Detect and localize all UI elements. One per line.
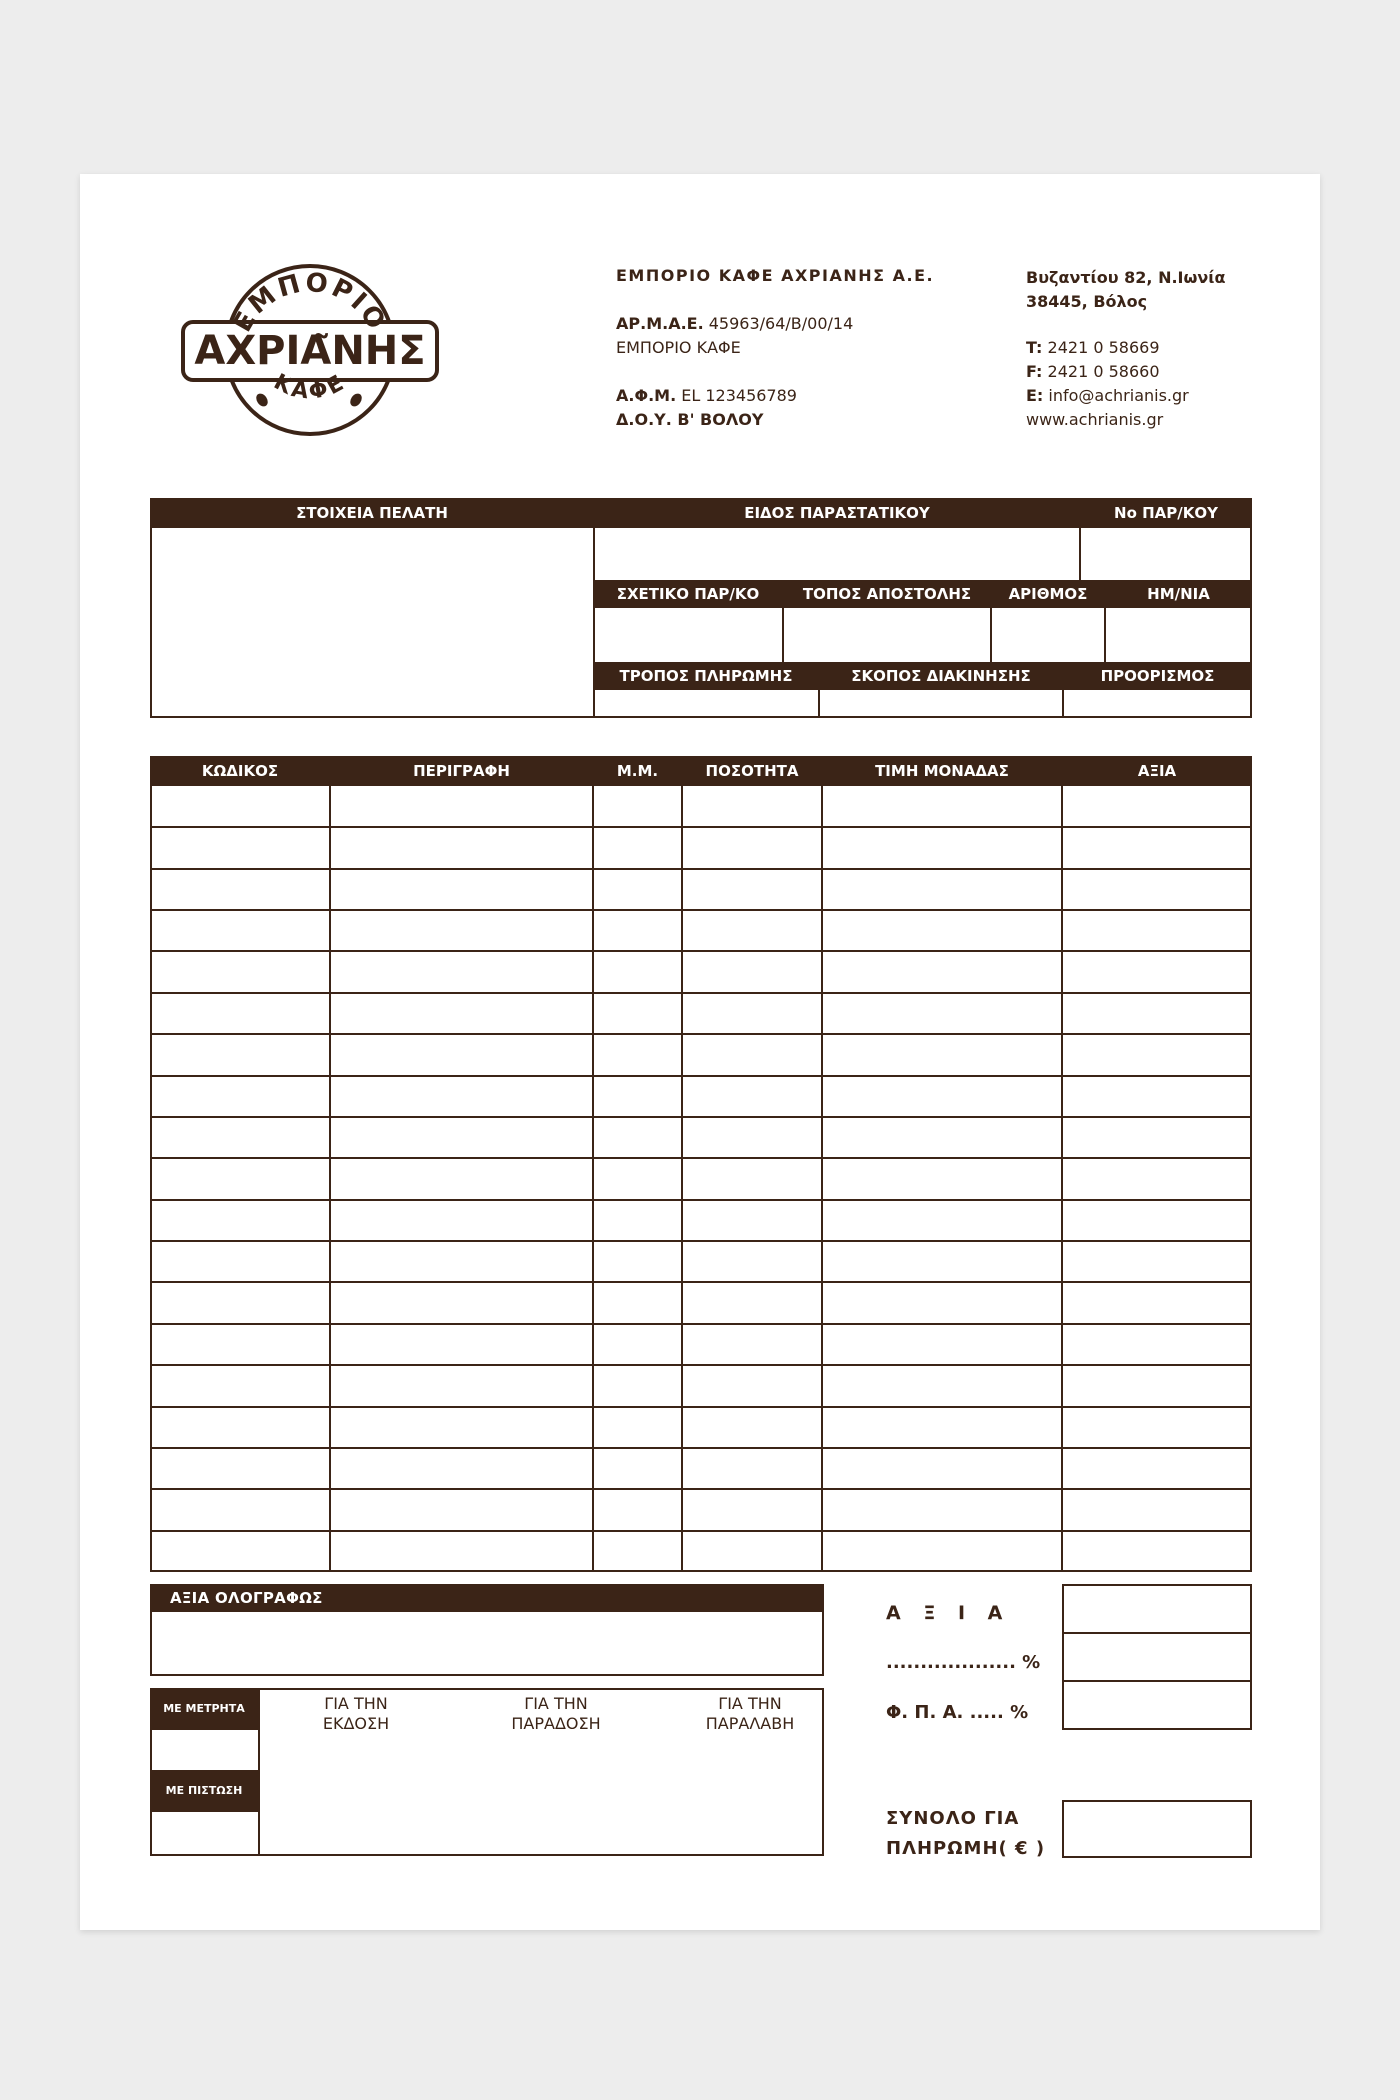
logo-emblem <box>180 250 440 450</box>
table-row[interactable] <box>150 1117 1252 1158</box>
logo-top-text: ΕΜΠΟΡΙΟ <box>227 267 393 338</box>
table-row[interactable] <box>150 1158 1252 1199</box>
date-field[interactable] <box>1106 608 1250 662</box>
phone-number: 2421 0 58669 <box>1047 338 1160 357</box>
cash-checkbox[interactable] <box>150 1730 260 1770</box>
number-label: ΑΡΙΘΜΟΣ <box>1008 585 1088 603</box>
column-value: ΑΞΙΑ <box>1137 762 1177 780</box>
table-row[interactable] <box>150 1200 1252 1241</box>
doy-value: Δ.Ο.Υ. Β' ΒΟΛΟΥ <box>616 410 764 429</box>
email-address: info@achrianis.gr <box>1048 386 1189 405</box>
issue-line2: ΕΚΔΟΣΗ <box>322 1714 390 1733</box>
address-line1: Βυζαντίου 82, Ν.Ιωνία <box>1026 268 1226 287</box>
table-row[interactable] <box>150 1407 1252 1448</box>
coffee-bean-icon <box>254 391 270 408</box>
vat-field[interactable] <box>1062 1680 1252 1730</box>
company-tax <box>616 384 797 432</box>
document-type-label: ΕΙΔΟΣ ΠΑΡΑΣΤΑΤΙΚΟΥ <box>744 504 930 522</box>
company-name: ΕΜΠΟΡΙΟ ΚΑΦΕ ΑΧΡΙΑΝΗΣ Α.Ε. <box>616 266 935 285</box>
date-label: ΗΜ/ΝΙΑ <box>1147 585 1210 603</box>
column-description: ΠΕΡΙΓΡΑΦΗ <box>413 762 510 780</box>
table-row[interactable] <box>150 1489 1252 1530</box>
total-label <box>886 1804 1045 1864</box>
receipt-line1: ΓΙΑ ΤΗΝ <box>718 1694 782 1713</box>
total-line1: ΣΥΝΟΛΟ ΓΙΑ <box>886 1808 1020 1829</box>
receipt-line2: ΠΑΡΑΛΑΒΗ <box>705 1714 795 1733</box>
phone-label: T: <box>1026 338 1043 357</box>
table-row[interactable] <box>150 1448 1252 1489</box>
destination-field[interactable] <box>1064 690 1250 716</box>
coffee-bean-icon <box>348 391 364 408</box>
column-quantity: ΠΟΣΟΤΗΤΑ <box>705 762 799 780</box>
related-doc-field[interactable] <box>595 608 782 662</box>
related-doc-label: ΣΧΕΤΙΚΟ ΠΑΡ/ΚΟ <box>616 585 760 603</box>
credit-label: ΜΕ ΠΙΣΤΩΣΗ <box>150 1770 258 1812</box>
dispatch-place-field[interactable] <box>784 608 990 662</box>
cash-label: ΜΕ ΜΕΤΡΗΤΑ <box>150 1688 258 1730</box>
delivery-line1: ΓΙΑ ΤΗΝ <box>524 1694 588 1713</box>
value-field[interactable] <box>1062 1584 1252 1634</box>
column-unit: Μ.Μ. <box>616 762 659 780</box>
table-row[interactable] <box>150 951 1252 992</box>
number-field[interactable] <box>992 608 1104 662</box>
address-line2: 38445, Βόλος <box>1026 292 1148 311</box>
vat-label: Φ. Π. Α. ..... % <box>886 1702 1029 1723</box>
afm-label: Α.Φ.Μ. <box>616 386 677 405</box>
table-row[interactable] <box>150 1076 1252 1117</box>
table-row[interactable] <box>150 1241 1252 1282</box>
document-type-field[interactable] <box>595 528 1079 580</box>
logo-bottom-text: ΚΑΦΕ <box>269 369 351 405</box>
table-row[interactable] <box>150 1531 1252 1572</box>
issue-line1: ΓΙΑ ΤΗΝ <box>324 1694 388 1713</box>
table-row[interactable] <box>150 993 1252 1034</box>
table-row[interactable] <box>150 1034 1252 1075</box>
delivery-signature[interactable] <box>476 1694 636 1734</box>
customer-details-label: ΣΤΟΙΧΕΙΑ ΠΕΛΑΤΗ <box>296 504 448 522</box>
table-row[interactable] <box>150 910 1252 951</box>
document-no-field[interactable] <box>1081 528 1250 580</box>
total-field[interactable] <box>1062 1800 1252 1858</box>
dispatch-place-label: ΤΟΠΟΣ ΑΠΟΣΤΟΛΗΣ <box>802 585 972 603</box>
receipt-signature[interactable] <box>670 1694 830 1734</box>
fax-label: F: <box>1026 362 1043 381</box>
delivery-line2: ΠΑΡΑΔΟΣΗ <box>511 1714 601 1733</box>
website: www.achrianis.gr <box>1026 410 1164 429</box>
invoice-sheet <box>80 174 1320 1930</box>
table-row[interactable] <box>150 1365 1252 1406</box>
amount-words-field[interactable] <box>152 1612 822 1674</box>
destination-label: ΠΡΟΟΡΙΣΜΟΣ <box>1100 667 1215 685</box>
table-row[interactable] <box>150 786 1252 827</box>
discount-label: ................... % <box>886 1652 1041 1673</box>
table-row[interactable] <box>150 869 1252 910</box>
company-registration <box>616 312 853 360</box>
company-logo <box>180 250 440 450</box>
discount-field[interactable] <box>1062 1632 1252 1682</box>
armae-value: 45963/64/Β/00/14 <box>708 314 854 333</box>
armae-label: ΑΡ.Μ.Α.Ε. <box>616 314 704 333</box>
shipping-purpose-label: ΣΚΟΠΟΣ ΔΙΑΚΙΝΗΣΗΣ <box>851 667 1031 685</box>
document-no-label: Νο ΠΑΡ/ΚΟΥ <box>1114 504 1218 522</box>
afm-value: EL 123456789 <box>681 386 797 405</box>
table-row[interactable] <box>150 827 1252 868</box>
company-contact <box>1026 336 1189 432</box>
email-label: E: <box>1026 386 1044 405</box>
company-activity: ΕΜΠΟΡΙΟ ΚΑΦΕ <box>616 338 741 357</box>
payment-method-field[interactable] <box>595 690 818 716</box>
issue-signature[interactable] <box>276 1694 436 1734</box>
credit-checkbox[interactable] <box>150 1812 260 1854</box>
company-address <box>1026 266 1226 314</box>
total-line2: ΠΛΗΡΩΜΗ( € ) <box>886 1838 1046 1859</box>
amount-words-label: ΑΞΙΑ ΟΛΟΓΡΑΦΩΣ <box>150 1584 824 1612</box>
shipping-purpose-field[interactable] <box>820 690 1062 716</box>
logo-main-text: ΑΧΡΙΑ̃ΝΗΣ <box>194 328 426 374</box>
customer-details-field[interactable] <box>150 528 594 718</box>
table-row[interactable] <box>150 1324 1252 1365</box>
fax-number: 2421 0 58660 <box>1047 362 1160 381</box>
column-unit-price: ΤΙΜΗ ΜΟΝΑΔΑΣ <box>875 762 1009 780</box>
value-label: Α Ξ Ι Α <box>886 1602 1011 1624</box>
column-code: ΚΩΔΙΚΟΣ <box>201 762 279 780</box>
payment-method-label: ΤΡΟΠΟΣ ΠΛΗΡΩΜΗΣ <box>619 667 793 685</box>
table-row[interactable] <box>150 1282 1252 1323</box>
